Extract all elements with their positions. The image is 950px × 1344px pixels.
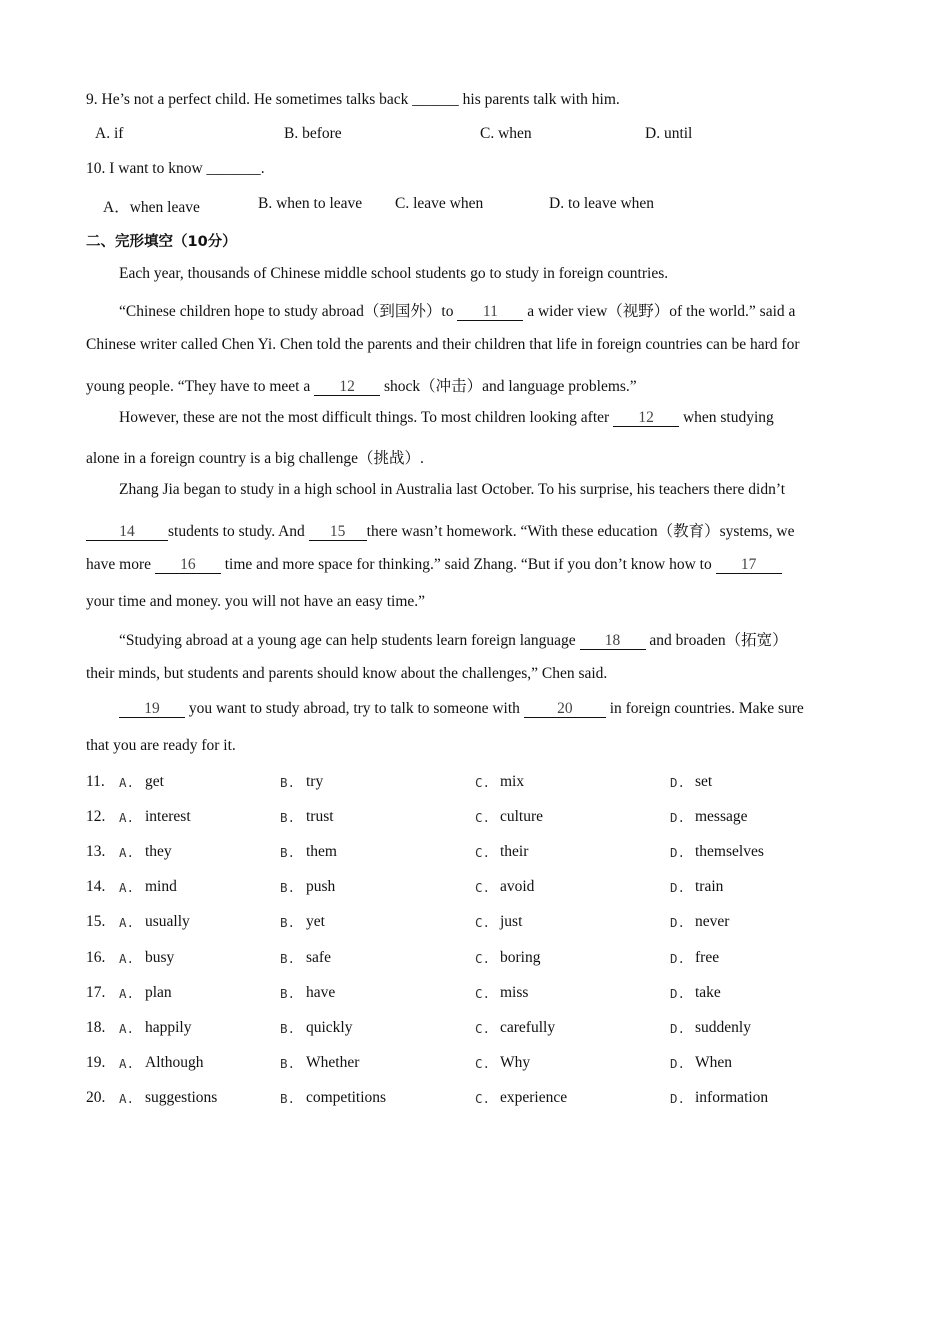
choice-letter-b: B. <box>280 951 296 966</box>
choice-option-d: message <box>695 808 748 825</box>
choice-letter-a: A. <box>119 951 135 966</box>
choice-letter-b: B. <box>280 1091 296 1106</box>
q10-option-c: C. leave when <box>395 195 484 212</box>
choice-option-b: try <box>306 773 324 790</box>
choice-letter-d: D. <box>670 915 686 930</box>
blank-17: 17 <box>716 557 782 574</box>
q9-option-a: A. if <box>95 125 124 142</box>
choice-letter-a: A. <box>119 1056 135 1071</box>
q10-option-d: D. to leave when <box>549 195 655 212</box>
choice-letter-a: A. <box>119 986 135 1001</box>
blank-20: 20 <box>524 701 606 718</box>
choice-option-c: culture <box>500 808 544 825</box>
choice-option-c: mix <box>500 773 525 790</box>
choice-option-b: push <box>306 878 336 895</box>
choice-option-c: avoid <box>500 878 535 895</box>
choice-option-a: Although <box>145 1054 204 1071</box>
passage-line: 14 students to study. And 15 there wasn’t homework. “With these education（教育）systems, we <box>86 519 795 541</box>
choice-option-d: never <box>695 913 730 930</box>
passage-line: young people. “They have to meet a 12 shock（冲击）and language problems.” <box>86 378 637 395</box>
passage-line: “Chinese children hope to study abroad（到国外）to 11 a wider view（视野）of the world.” said a <box>119 303 796 320</box>
passage-line: Chinese writer called Chen Yi. Chen told the parents and their children that life in foreign countries can be hard for <box>86 336 800 353</box>
choice-option-b: have <box>306 984 336 1001</box>
choice-letter-a: A. <box>119 810 135 825</box>
blank-14: 14 <box>86 524 168 541</box>
choice-letter-c: C. <box>475 810 491 825</box>
question-9-stem: 9. He’s not a perfect child. He sometimes talks back ______ his parents talk with him. <box>86 91 620 108</box>
choice-option-d: take <box>695 984 721 1001</box>
choice-letter-b: B. <box>280 986 296 1001</box>
choice-option-b: yet <box>306 913 325 930</box>
blank-12: 12 <box>314 379 380 396</box>
choice-letter-c: C. <box>475 986 491 1001</box>
choice-letter-b: B. <box>280 775 296 790</box>
q10-option-b: B. when to leave <box>258 195 363 212</box>
choice-number: 17. <box>86 984 106 1001</box>
choice-letter-c: C. <box>475 845 491 860</box>
choice-letter-b: B. <box>280 880 296 895</box>
choice-option-c: their <box>500 843 529 860</box>
blank-11: 11 <box>457 304 523 321</box>
choice-letter-d: D. <box>670 775 686 790</box>
choice-option-a: mind <box>145 878 177 895</box>
choice-letter-d: D. <box>670 986 686 1001</box>
choice-option-d: suddenly <box>695 1019 751 1036</box>
passage-line: have more 16 time and more space for thinking.” said Zhang. “But if you don’t know how to 17 <box>86 556 782 574</box>
choice-option-c: carefully <box>500 1019 556 1036</box>
choice-letter-d: D. <box>670 951 686 966</box>
choice-option-b: trust <box>306 808 334 825</box>
choice-option-a: busy <box>145 949 175 966</box>
choice-option-c: just <box>500 913 523 930</box>
choice-letter-a: A. <box>119 775 135 790</box>
choice-option-b: safe <box>306 949 331 966</box>
choice-option-b: competitions <box>306 1089 387 1106</box>
choice-number: 19. <box>86 1054 106 1071</box>
passage-line: their minds, but students and parents should know about the challenges,” Chen said. <box>86 665 608 682</box>
q10-option-a: A．when leave <box>103 199 200 216</box>
choice-letter-d: D. <box>670 845 686 860</box>
choice-option-d: train <box>695 878 724 895</box>
choice-letter-c: C. <box>475 951 491 966</box>
passage-line: 19 you want to study abroad, try to talk to someone with 20 in foreign countries. Make sure <box>119 700 804 718</box>
blank-13: 12 <box>613 410 679 427</box>
choice-number: 13. <box>86 843 106 860</box>
blank-16: 16 <box>155 557 221 574</box>
choice-letter-d: D. <box>670 810 686 825</box>
choice-letter-d: D. <box>670 1021 686 1036</box>
choice-letter-c: C. <box>475 1091 491 1106</box>
choice-letter-b: B. <box>280 845 296 860</box>
choice-option-a: suggestions <box>145 1089 218 1106</box>
blank-19: 19 <box>119 701 185 718</box>
blank-15: 15 <box>309 524 367 541</box>
passage-line: alone in a foreign country is a big challenge（挑战）. <box>86 450 424 467</box>
choice-letter-a: A. <box>119 915 135 930</box>
choice-option-a: happily <box>145 1019 192 1036</box>
choice-option-d: set <box>695 773 713 790</box>
choice-option-d: information <box>695 1089 769 1106</box>
choice-letter-c: C. <box>475 915 491 930</box>
choice-number: 11. <box>86 773 105 790</box>
choice-letter-a: A. <box>119 845 135 860</box>
choice-letter-a: A. <box>119 1091 135 1106</box>
choice-option-d: themselves <box>695 843 764 860</box>
choice-number: 14. <box>86 878 106 895</box>
choice-letter-b: B. <box>280 1021 296 1036</box>
choice-option-c: miss <box>500 984 529 1001</box>
passage-line: “Studying abroad at a young age can help students learn foreign language 18 and broaden（拓宽） <box>119 632 788 649</box>
choice-letter-c: C. <box>475 1056 491 1071</box>
choice-letter-d: D. <box>670 880 686 895</box>
passage-line: However, these are not the most difficult things. To most children looking after 12 when studying <box>119 409 774 426</box>
choice-number: 20. <box>86 1089 106 1106</box>
choice-option-d: When <box>695 1054 733 1071</box>
choice-number: 18. <box>86 1019 106 1036</box>
choice-letter-b: B. <box>280 1056 296 1071</box>
choice-option-c: experience <box>500 1089 568 1106</box>
choice-letter-b: B. <box>280 915 296 930</box>
blank-18: 18 <box>580 633 646 650</box>
choice-letter-a: A. <box>119 1021 135 1036</box>
choice-option-d: free <box>695 949 720 966</box>
choice-number: 16. <box>86 949 106 966</box>
passage-line: that you are ready for it. <box>86 737 236 754</box>
choice-option-a: interest <box>145 808 191 825</box>
choice-option-a: they <box>145 843 172 860</box>
choice-letter-d: D. <box>670 1056 686 1071</box>
choice-letter-a: A. <box>119 880 135 895</box>
choice-letter-c: C. <box>475 1021 491 1036</box>
choice-letter-c: C. <box>475 775 491 790</box>
question-10-stem: 10. I want to know _______. <box>86 160 265 177</box>
passage-line: Zhang Jia began to study in a high school in Australia last October. To his surprise, his teachers there didn’t <box>119 481 786 498</box>
choice-number: 15. <box>86 913 106 930</box>
choice-option-a: usually <box>145 913 190 930</box>
choice-option-b: Whether <box>306 1054 360 1071</box>
passage-line: your time and money. you will not have an easy time.” <box>86 593 426 610</box>
passage-paragraph-1: Each year, thousands of Chinese middle school students go to study in foreign countries. <box>119 265 669 282</box>
q9-option-d: D. until <box>645 125 693 142</box>
choice-option-a: plan <box>145 984 172 1001</box>
choice-letter-d: D. <box>670 1091 686 1106</box>
q9-option-c: C. when <box>480 125 532 142</box>
choice-option-b: them <box>306 843 337 860</box>
choice-option-c: boring <box>500 949 541 966</box>
q9-option-b: B. before <box>284 125 342 142</box>
choice-option-a: get <box>145 773 164 790</box>
choice-number: 12. <box>86 808 106 825</box>
choice-letter-c: C. <box>475 880 491 895</box>
section-title: 二、完形填空（10分） <box>86 234 237 250</box>
choice-option-b: quickly <box>306 1019 353 1036</box>
choice-option-c: Why <box>500 1054 531 1071</box>
choice-letter-b: B. <box>280 810 296 825</box>
